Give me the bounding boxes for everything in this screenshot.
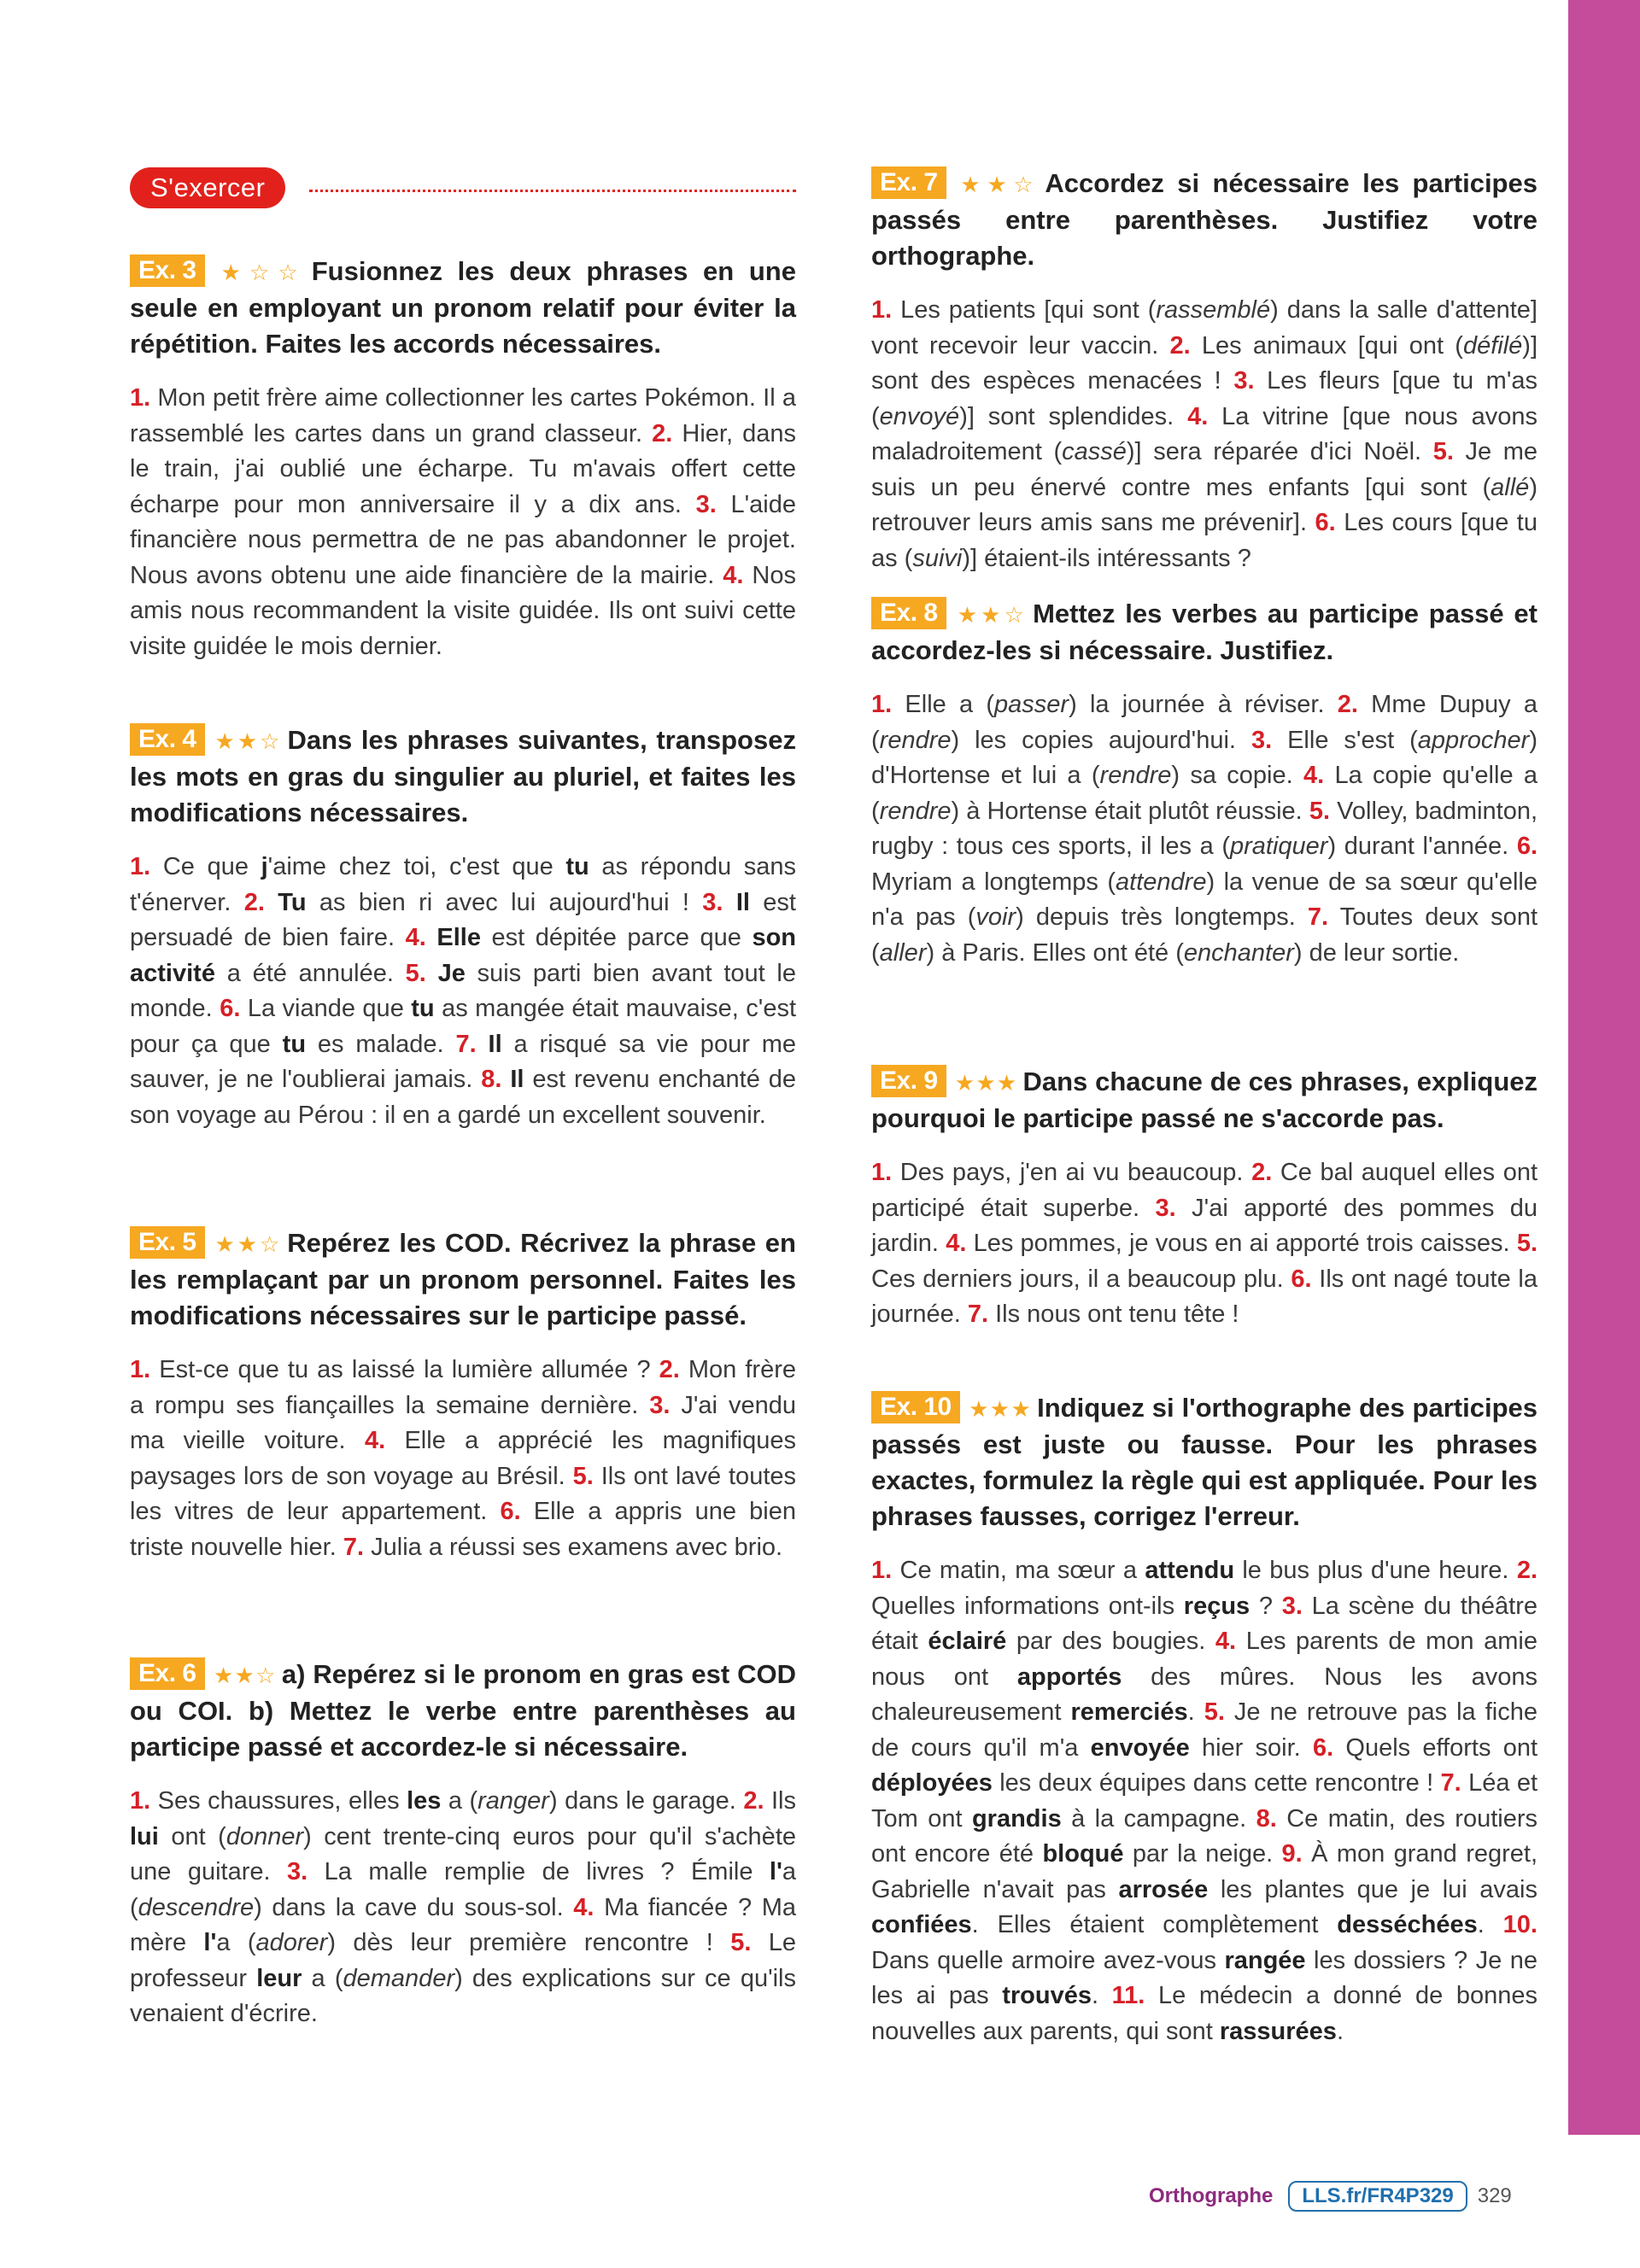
- exercise-body: 1. Est-ce que tu as laissé la lumière allumée ? 2. Mon frère a rompu ses fiançailles la semaine dernière. 3. J'ai vendu ma vieille voiture. 4. Elle a apprécié les magnifiques paysages lors de son voyage au Brésil. 5. Ils ont lavé toutes les vitres de leur appartement. 6. Elle a appris une bien triste nouvelle hier. 7. Julia a réussi ses examens avec brio.: [130, 1356, 797, 1561]
- exercise-badge: Ex. 6: [130, 1657, 205, 1690]
- exercise-title: Repérez les COD. Récrivez la phrase en les remplaçant par un pronom personnel. Faites les modifications nécessaires sur le participe passé.: [130, 1228, 796, 1330]
- difficulty-stars-icon: ★★☆: [213, 1231, 283, 1257]
- exercise-body: 1. Ses chaussures, elles les a (ranger) dans le garage. 2. Ils lui ont (donner) cent trente-cinq euros pour qu'il s'achète une guitare. 3. La malle remplie de livres ? Émile l'a (descendre) dans la cave du sous-sol. 4. Ma fiancée ? Ma mère l'a (adorer) dès leur première rencontre ! 5. Le professeur leur a (demander) des explications sur ce qu'ils venaient d'écrire.: [130, 1787, 797, 2027]
- exercise-heading: [871, 166, 1538, 274]
- difficulty-stars-icon: ★★★: [968, 1396, 1033, 1422]
- footer-section-name: Orthographe: [1149, 2184, 1274, 2207]
- exercise-10: [871, 1390, 1538, 2049]
- exercise-badge: Ex. 5: [130, 1226, 205, 1259]
- exercise-title: Dans chacune de ces phrases, expliquez pourquoi le participe passé ne s'accorde pas.: [871, 1067, 1538, 1133]
- item-text: Nos amis nous recommandent la visite guidée. Ils ont suivi cette visite guidée le mois dernier.: [130, 561, 796, 660]
- dotted-rule: [309, 190, 796, 192]
- difficulty-stars-icon: ★☆☆: [213, 260, 307, 285]
- exercise-heading: [130, 722, 796, 831]
- exercise-5: [130, 1225, 796, 1565]
- section-header: [130, 167, 796, 210]
- difficulty-stars-icon: ★★☆: [954, 172, 1040, 197]
- exercise-badge: Ex. 4: [130, 723, 205, 756]
- exercise-heading: [871, 1390, 1538, 1534]
- exercise-badge: Ex. 7: [871, 167, 946, 199]
- exercise-heading: [871, 596, 1538, 669]
- exercise-heading: [871, 1064, 1538, 1137]
- item-number: 2.: [652, 419, 673, 447]
- item-text: L'aide financière nous permettra de ne pas abandonner le projet. Nous avons obtenu une aide financière de la mairie.: [130, 490, 796, 589]
- page-footer: [1149, 2179, 1512, 2213]
- exercise-6: [130, 1657, 796, 2032]
- sexercer-label: S'exercer: [130, 167, 285, 208]
- exercise-badge: Ex. 3: [130, 254, 205, 287]
- exercise-title: a) Repérez si le pronom en gras est COD ou COI. b) Mettez le verbe entre parenthèses au participe passé et accordez-le si nécessaire.: [130, 1659, 796, 1762]
- item-number: 4.: [723, 561, 744, 589]
- exercise-title: Fusionnez les deux phrases en une seule en employant un pronom relatif pour éviter la répétition. Faites les accords nécessaires.: [130, 256, 796, 359]
- difficulty-stars-icon: ★★★: [954, 1070, 1018, 1096]
- exercise-9: [871, 1064, 1538, 1333]
- exercise-body: 1. Ce matin, ma sœur a attendu le bus plus d'une heure. 2. Quelles informations ont-ils reçus ? 3. La scène du théâtre était éclairé par des bougies. 4. Les parents de mon amie nous ont apportés des mûres. Nous les avons chaleureusement remerciés. 5. Je ne retrouve pas la fiche de cours qu'il m'a envoyée hier soir. 6. Quels efforts ont déployées les deux équipes dans cette rencontre ! 7. Léa et Tom ont grandis à la campagne. 8. Ce matin, des routiers ont encore été bloqué par la neige. 9. À mon grand regret, Gabrielle n'avait pas arrosée les plantes que je lui avais confiées. Elles étaient complètement desséchées. 10. Dans quelle armoire avez-vous rangée les dossiers ? Je ne les ai pas trouvés. 11. Le médecin a donné de bonnes nouvelles aux parents, qui sont rassurées.: [871, 1557, 1538, 2045]
- exercise-badge: Ex. 9: [871, 1065, 946, 1097]
- exercise-body: 1. Ce que j'aime chez toi, c'est que tu as répondu sans t'énerver. 2. Tu as bien ri avec lui aujourd'hui ! 3. Il est persuadé de bien faire. 4. Elle est dépitée parce que son activité a été annulée. 5. Je suis parti bien avant tout le monde. 6. La viande que tu as mangée était mauvaise, c'est pour ça que tu es malade. 7. Il a risqué sa vie pour me sauver, je ne l'oublierai jamais. 8. Il est revenu enchanté de son voyage au Pérou : il en a gardé un excellent souvenir.: [130, 853, 797, 1129]
- exercise-body: 1. Les patients [qui sont (rassemblé) dans la salle d'attente] vont recevoir leur vaccin. 2. Les animaux [qui ont (défilé)] sont des espèces menacées ! 3. Les fleurs [que tu m'as (envoyé)] sont splendides. 4. La vitrine [que nous avons maladroitement (cassé)] sera réparée d'ici Noël. 5. Je me suis un peu énervé contre mes enfants [qui sont (allé) retrouver leurs amis sans me prévenir]. 6. Les cours [que tu as (suivi)] étaient-ils intéressants ?: [871, 296, 1538, 572]
- exercise-3: [130, 254, 796, 664]
- exercise-heading: [130, 1225, 796, 1334]
- exercise-heading: [130, 254, 796, 362]
- difficulty-stars-icon: ★★☆: [213, 1663, 277, 1688]
- exercise-title: Accordez si nécessaire les participes passés entre parenthèses. Justifiez votre orthographe.: [871, 168, 1538, 271]
- exercise-body: 1. Des pays, j'en ai vu beaucoup. 2. Ce bal auquel elles ont participé était superbe. 3. J'ai apporté des pommes du jardin. 4. Les pommes, je vous en ai apporté trois caisses. 5. Ces derniers jours, il a beaucoup plu. 6. Ils ont nagé toute la journée. 7. Ils nous ont tenu tête !: [871, 1159, 1538, 1328]
- exercise-body: [130, 381, 796, 664]
- page-number: 329: [1477, 2184, 1512, 2207]
- exercise-7: [871, 166, 1538, 576]
- exercise-title: Mettez les verbes au participe passé et accordez-les si nécessaire. Justifiez.: [871, 599, 1538, 665]
- exercise-badge: Ex. 8: [871, 597, 946, 629]
- exercise-title: Indiquez si l'orthographe des participes passés est juste ou fausse. Pour les phrases exactes, formulez la règle qui est appliquée. Pour les phrases fausses, corrigez l'erreur.: [871, 1393, 1538, 1531]
- exercise-4: [130, 722, 796, 1133]
- footer-link[interactable]: LLS.fr/FR4P329: [1288, 2181, 1467, 2212]
- item-number: 3.: [695, 490, 717, 518]
- item-number: 1.: [130, 384, 151, 412]
- difficulty-stars-icon: ★★☆: [213, 728, 283, 754]
- exercise-body: 1. Elle a (passer) la journée à réviser. 2. Mme Dupuy a (rendre) les copies aujourd'hui. 3. Elle s'est (approcher) d'Hortense et lui a (rendre) sa copie. 4. La copie qu'elle a (rendre) à Hortense était plutôt réussie. 5. Volley, badminton, rugby : tous ces sports, il les a (pratiquer) durant l'année. 6. Myriam a longtemps (attendre) la venue de sa sœur qu'elle n'a pas (voir) depuis très longtemps. 7. Toutes deux sont (aller) à Paris. Elles ont été (enchanter) de leur sortie.: [871, 691, 1538, 967]
- exercise-badge: Ex. 10: [871, 1391, 960, 1423]
- difficulty-stars-icon: ★★☆: [954, 602, 1028, 628]
- exercise-heading: [130, 1657, 796, 1765]
- exercise-title: Dans les phrases suivantes, transposez les mots en gras du singulier au pluriel, et faites les modifications nécessaires.: [130, 725, 796, 827]
- item-text: Mon petit frère aime collectionner les cartes Pokémon. Il a rassemblé les cartes dans un grand classeur.: [130, 384, 796, 447]
- sidebar-color-band: [1568, 0, 1640, 2135]
- item-text: Hier, dans le train, j'ai oublié une écharpe. Tu m'avais offert cette écharpe pour mon anniversaire il y a dix ans.: [130, 419, 796, 518]
- exercise-8: [871, 596, 1538, 971]
